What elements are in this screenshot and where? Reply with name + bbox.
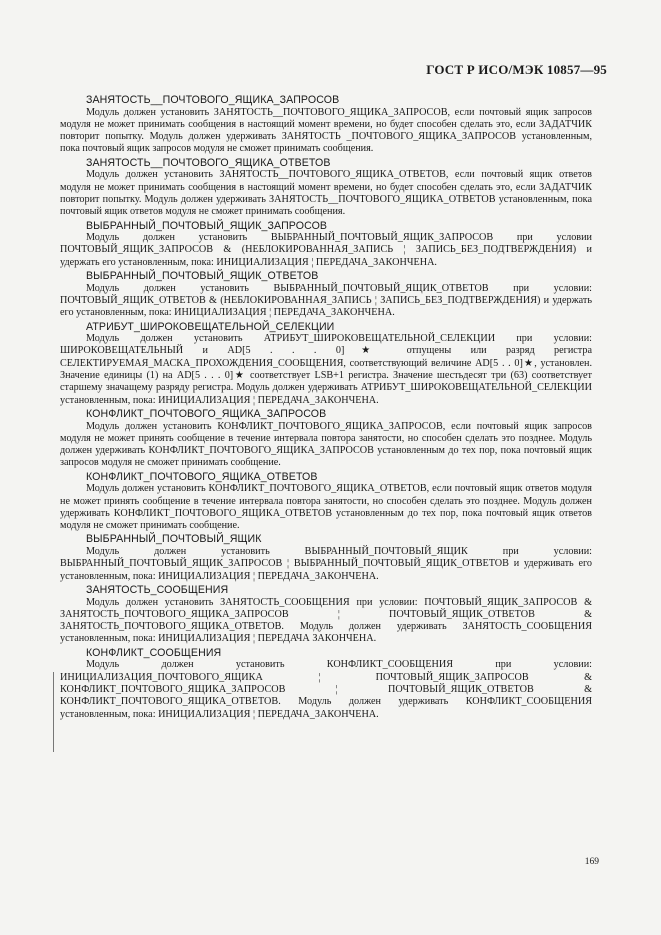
- term-heading: КОНФЛИКТ_ПОЧТОВОГО_ЯЩИКА_ЗАПРОСОВ: [86, 407, 327, 420]
- definition-block: [60, 471, 592, 533]
- document-body: [60, 94, 592, 722]
- definition-block: [60, 408, 592, 470]
- definition-block: [60, 321, 592, 407]
- term-description: Модуль должен установить КОНФЛИКТ_ПОЧТОВОГО_ЯЩИКА_ЗАПРОСОВ, если почтовый ящик запросов модуля не может принять сообщение в течение интервала повтора занятости, но способен сделать это позднее. Модуль должен удерживать КОНФЛИКТ_ПОЧТОВОГО_ЯЩИКА_ЗАПРОСОВ установленным до тех пор, пока почтовый ящик запросов модуля не сможет принимать сообщение.: [60, 420, 592, 469]
- standard-header: ГОСТ Р ИСО/МЭК 10857—95: [426, 62, 607, 77]
- definition-block: [60, 647, 592, 721]
- definition-block: [60, 584, 592, 646]
- definition-block: [60, 157, 592, 219]
- term-description: Модуль должен установить АТРИБУТ_ШИРОКОВЕЩАТЕЛЬНОЙ_СЕЛЕКЦИИ при условии: ШИРОКОВЕЩАТЕЛЬНЫЙ и AD[5 . . . 0]★ отпущены или разряд регистра СЕЛЕКТИРУЕМАЯ_МАСКА_ПРОХОЖДЕНИЯ_СООБЩЕНИЯ, соответствующий величине AD[5 . . 0]★, установлен. Значение единицы (1) на AD[5 . . . 0]★ соответствует LSB+1 регистра. Значение шестьдесят три (63) соответствует старшему значащему разряду регистра. Модуль должен удерживать АТРИБУТ_ШИРОКОВЕЩАТЕЛЬНОЙ_СЕЛЕКЦИИ установленным, пока: ИНИЦИАЛИЗАЦИЯ ¦ ПЕРЕДАЧА_ЗАКОНЧЕНА.: [60, 333, 592, 406]
- term-heading: ЗАНЯТОСТЬ__ПОЧТОВОГО_ЯЩИКА_ЗАПРОСОВ: [86, 94, 340, 106]
- term-heading: АТРИБУТ_ШИРОКОВЕЩАТЕЛЬНОЙ_СЕЛЕКЦИИ: [86, 320, 335, 333]
- term-heading: ВЫБРАННЫЙ_ПОЧТОВЫЙ_ЯЩИК: [86, 533, 262, 546]
- term-description: Модуль должен установить ВЫБРАННЫЙ_ПОЧТОВЫЙ_ЯЩИК_ОТВЕТОВ при условии: ПОЧТОВЫЙ_ЯЩИК_ОТВЕТОВ & (НЕБЛОКИРОВАННАЯ_ЗАПИСЬ ¦ ЗАПИСЬ_БЕЗ_ПОДТВЕРЖДЕНИЯ) и удержать его установленным, пока: ИНИЦИАЛИЗАЦИЯ ¦ ПЕРЕДАЧА_ЗАКОНЧЕНА.: [60, 282, 592, 319]
- term-description: Модуль должен установить КОНФЛИКТ_СООБЩЕНИЯ при условии: ИНИЦИАЛИЗАЦИЯ_ПОЧТОВОГО_ЯЩИКА ¦ ПОЧТОВЫЙ_ЯЩИК_ЗАПРОСОВ & КОНФЛИКТ_ПОЧТОВОГО_ЯЩИКА_ЗАПРОСОВ ¦ ПОЧТОВЫЙ_ЯЩИК_ОТВЕТОВ & КОНФЛИКТ_ПОЧТОВОГО_ЯЩИКА_ОТВЕТОВ. Модуль должен удерживать КОНФЛИКТ_СООБЩЕНИЯ установленным, пока: ИНИЦИАЛИЗАЦИЯ ¦ ПЕРЕДАЧА_ЗАКОНЧЕНА.: [60, 659, 592, 720]
- term-heading: ЗАНЯТОСТЬ_СООБЩЕНИЯ: [86, 583, 229, 596]
- term-description: Модуль должен установить ЗАНЯТОСТЬ__ПОЧТОВОГО_ЯЩИКА_ЗАПРОСОВ, если почтовый ящик запросов модуля не может принимать сообщения в настоящий момент времени, но будет способен сделать это, если ЗАДАТЧИК повторит попытку. Модуль должен удерживать ЗАНЯТОСТЬ _ПОЧТОВОГО_ЯЩИКА_ЗАПРОСОВ установленным, пока почтовый ящик запросов модуля не сможет принимать сообщения.: [60, 106, 592, 155]
- term-heading: КОНФЛИКТ_ПОЧТОВОГО_ЯЩИКА_ОТВЕТОВ: [86, 470, 318, 483]
- page-number: 169: [584, 857, 599, 867]
- term-description: Модуль должен установить ВЫБРАННЫЙ_ПОЧТОВЫЙ_ЯЩИК при условии: ВЫБРАННЫЙ_ПОЧТОВЫЙ_ЯЩИК_ЗАПРОСОВ ¦ ВЫБРАННЫЙ_ПОЧТОВЫЙ_ЯЩИК_ОТВЕТОВ и удерживать его установленным, пока: ИНИЦИАЛИЗАЦИЯ ¦ ПЕРЕДАЧА_ЗАКОНЧЕНА.: [60, 546, 592, 582]
- term-description: Модуль должен установить ВЫБРАННЫЙ_ПОЧТОВЫЙ_ЯЩИК_ЗАПРОСОВ при условии ПОЧТОВЫЙ_ЯЩИК_ЗАПРОСОВ & (НЕБЛОКИРОВАННАЯ_ЗАПИСЬ ¦ ЗАПИСЬ_БЕЗ_ПОДТВЕРЖДЕНИЯ) и удержать его установленным, пока: ИНИЦИАЛИЗАЦИЯ ¦ ПЕРЕДАЧА_ЗАКОНЧЕНА.: [60, 232, 592, 268]
- term-description: Модуль должен установить ЗАНЯТОСТЬ__ПОЧТОВОГО_ЯЩИКА_ОТВЕТОВ, если почтовый ящик ответов модуля не может принимать сообщения в настоящий момент времени, но будет способен сделать это, если ЗАДАТЧИК повторит попытку. Модуль должен удерживать ЗАНЯТОСТЬ__ПОЧТОВОГО_ЯЩИКА_ОТВЕТОВ установленным, пока почтовый ящик ответов модуля не сможет принимать сообщения.: [60, 169, 592, 218]
- term-heading: КОНФЛИКТ_СООБЩЕНИЯ: [86, 646, 222, 659]
- definition-block: [60, 270, 592, 319]
- definition-block: [60, 533, 592, 582]
- definition-block: [60, 94, 592, 156]
- definition-block: [60, 220, 592, 269]
- term-description: Модуль должен установить ЗАНЯТОСТЬ_СООБЩЕНИЯ при условии: ПОЧТОВЫЙ_ЯЩИК_ЗАПРОСОВ & ЗАНЯТОСТЬ_ПОЧТОВОГО_ЯЩИКА_ЗАПРОСОВ ¦ ПОЧТОВЫЙ_ЯЩИК_ОТВЕТОВ & ЗАНЯТОСТЬ_ПОЧТОВОГО_ЯЩИКА_ОТВЕТОВ. Модуль должен удерживать ЗАНЯТОСТЬ_СООБЩЕНИЯ установленным, пока: ИНИЦИАЛИЗАЦИЯ ¦ ПЕРЕДАЧА ЗАКОНЧЕНА.: [60, 596, 592, 645]
- term-heading: ВЫБРАННЫЙ_ПОЧТОВЫЙ_ЯЩИК_ЗАПРОСОВ: [86, 219, 328, 232]
- term-heading: ЗАНЯТОСТЬ__ПОЧТОВОГО_ЯЩИКА_ОТВЕТОВ: [86, 156, 331, 169]
- term-description: Модуль должен установить КОНФЛИКТ_ПОЧТОВОГО_ЯЩИКА_ОТВЕТОВ, если почтовый ящик ответов модуля не может принять сообщение в течение интервала повтора занятости, но способен сделать это позднее. Модуль должен удерживать КОНФЛИКТ_ПОЧТОВОГО_ЯЩИКА_ОТВЕТОВ установленным до тех пор, пока почтовый ящик ответов модуля не сможет принимать сообщение.: [60, 483, 592, 532]
- term-heading: ВЫБРАННЫЙ_ПОЧТОВЫЙ_ЯЩИК_ОТВЕТОВ: [86, 270, 319, 283]
- margin-change-bar: [53, 672, 54, 752]
